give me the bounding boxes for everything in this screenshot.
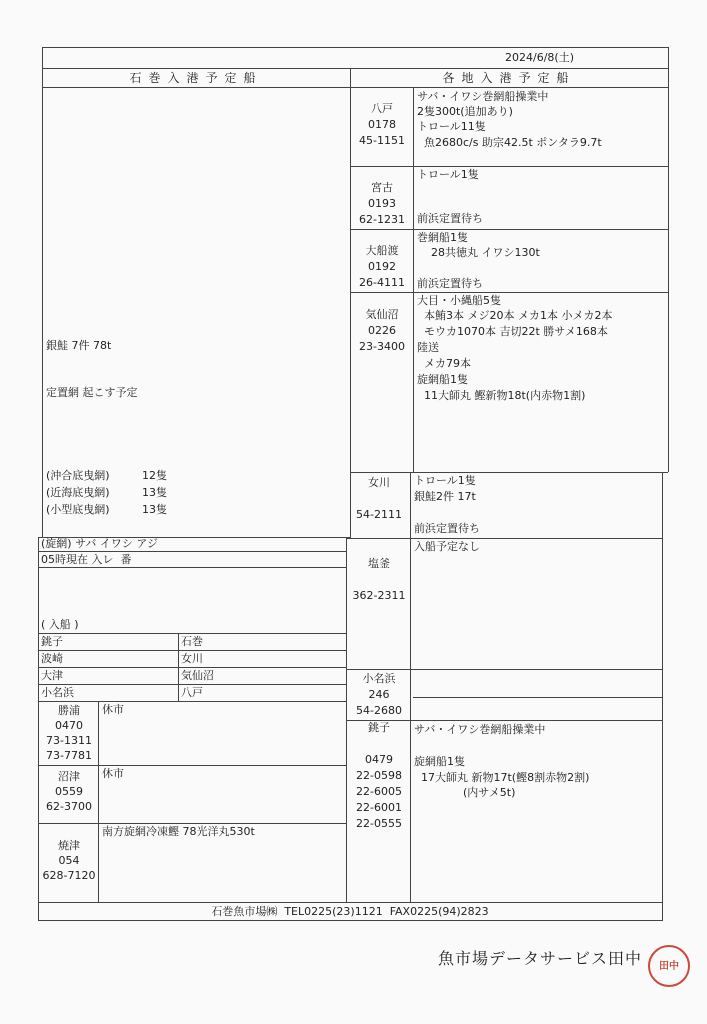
port-line: 11大師丸 鰹新物18t(内赤物1割) xyxy=(417,389,586,402)
port-phone: 54-2680 xyxy=(356,704,402,717)
port-phone: 22-6005 xyxy=(356,785,402,798)
port-line: 前浜定置待ち xyxy=(417,212,483,225)
market-phone: 054 xyxy=(58,854,80,867)
port-onagawa xyxy=(347,475,411,523)
port-phone: 62-1231 xyxy=(359,213,405,226)
port-phone: 0479 xyxy=(365,753,393,766)
port-line: サバ・イワシ巻網船操業中 xyxy=(414,723,546,736)
seal-stamp: 田中 xyxy=(648,945,690,987)
arrival-label: ( 入船 ) xyxy=(41,618,79,631)
market-name: 焼津 xyxy=(58,839,80,852)
port-line: (内サメ5t) xyxy=(414,786,516,799)
port-line: モウカ1070本 吉切22t 勝サメ168本 xyxy=(417,325,608,338)
left-main-line-2: 定置網 起こす予定 xyxy=(46,386,138,399)
port-name: 銚子 xyxy=(368,721,390,734)
port-phone xyxy=(347,491,411,507)
market-phone: 73-1311 xyxy=(46,734,92,747)
port-line: 銀鮭2件 17t xyxy=(414,490,476,503)
market-phone: 628-7120 xyxy=(42,869,96,882)
port-phone: 0193 xyxy=(368,197,396,210)
port-grid-cell: 八戸 xyxy=(181,686,203,699)
right-header: 各地入港予定船 xyxy=(442,71,576,85)
trawler-count-3: 13隻 xyxy=(142,503,167,516)
port-line: 本鮪3本 メジ20本 メカ1本 小メカ2本 xyxy=(417,309,613,322)
port-line: 前浜定置待ち xyxy=(417,277,483,290)
port-line: トロール1隻 xyxy=(414,474,476,487)
port-line: メカ79本 xyxy=(417,357,471,370)
market-note: 休市 xyxy=(102,767,124,780)
port-kesennuma xyxy=(350,307,414,355)
port-line: 魚2680c/s 助宗42.5t ポンタラ9.7t xyxy=(417,136,602,149)
port-grid-cell: 気仙沼 xyxy=(181,669,214,682)
market-note: 南方旋網冷凍鰹 78光洋丸530t xyxy=(102,825,255,838)
trawler-count-1: 12隻 xyxy=(142,469,167,482)
left-header: 石巻入港予定船 xyxy=(129,71,263,85)
port-miyako xyxy=(350,180,414,228)
port-choshi xyxy=(347,720,411,832)
port-phone xyxy=(347,736,411,752)
port-grid-cell: 小名浜 xyxy=(41,686,74,699)
port-line: 陸送 xyxy=(417,341,439,354)
port-phone: 54-2111 xyxy=(356,508,402,521)
port-phone: 22-0598 xyxy=(356,769,402,782)
port-phone: 26-4111 xyxy=(359,276,405,289)
port-phone: 22-6001 xyxy=(356,801,402,814)
port-name: 気仙沼 xyxy=(365,308,399,321)
port-shiogama xyxy=(347,556,411,604)
port-ofunato xyxy=(350,243,414,291)
port-name: 大船渡 xyxy=(365,244,399,257)
market-phone: 73-7781 xyxy=(46,749,92,762)
port-line: トロール11隻 xyxy=(417,120,486,133)
market-numazu xyxy=(38,769,100,814)
market-name: 勝浦 xyxy=(58,704,80,717)
port-line: 旋網船1隻 xyxy=(417,373,468,386)
port-phone: 246 xyxy=(368,688,390,701)
port-phone: 0178 xyxy=(368,118,396,131)
port-grid-cell: 女川 xyxy=(181,652,203,665)
port-line: 大目・小縄船5隻 xyxy=(417,294,501,307)
port-grid-cell: 石巻 xyxy=(181,635,203,648)
port-phone: 0226 xyxy=(368,324,396,337)
port-phone: 23-3400 xyxy=(359,340,405,353)
trawler-name-2: (近海底曳網) xyxy=(46,486,110,499)
port-phone: 362-2311 xyxy=(352,589,406,602)
port-onahama xyxy=(347,671,411,719)
trawler-name-3: (小型底曳網) xyxy=(46,503,110,516)
report-date: 2024/6/8(土) xyxy=(505,51,574,64)
footer-contact: 石巻魚市場㈱ TEL0225(23)1121 FAX0225(94)2823 xyxy=(211,905,489,918)
port-line: 入船予定なし xyxy=(414,540,480,553)
market-name: 沼津 xyxy=(58,770,80,783)
port-name: 塩釜 xyxy=(368,557,390,570)
port-phone: 0192 xyxy=(368,260,396,273)
trawler-count-2: 13隻 xyxy=(142,486,167,499)
market-katsuura xyxy=(38,703,100,763)
left-main-line-1: 銀鮭 7件 78t xyxy=(46,339,112,352)
port-line: 前浜定置待ち xyxy=(414,522,480,535)
port-line: 2隻300t(追加あり) xyxy=(417,105,513,118)
market-note: 休市 xyxy=(102,703,124,716)
entry-status-line: 05時現在 入レ 番 xyxy=(41,553,132,566)
purse-seine-line: (旋網) サバ イワシ アジ xyxy=(41,537,158,550)
port-name: 小名浜 xyxy=(362,672,396,685)
port-grid-cell: 波崎 xyxy=(41,652,63,665)
port-hachinohe xyxy=(350,101,414,149)
market-yaizu xyxy=(38,838,100,883)
market-phone: 0559 xyxy=(55,785,83,798)
port-line: サバ・イワシ巻網船操業中 xyxy=(417,90,549,103)
port-line: 旋網船1隻 xyxy=(414,755,465,768)
port-line: 巻網船1隻 xyxy=(417,231,468,244)
port-name: 宮古 xyxy=(371,181,393,194)
port-phone xyxy=(347,572,411,588)
port-line: 28共徳丸 イワシ130t xyxy=(417,246,540,259)
market-phone: 0470 xyxy=(55,719,83,732)
port-phone: 22-0555 xyxy=(356,817,402,830)
trawler-name-1: (沖合底曳網) xyxy=(46,469,110,482)
signature: 魚市場データサービス田中 xyxy=(438,949,643,968)
port-grid-cell: 銚子 xyxy=(41,635,63,648)
port-line: トロール1隻 xyxy=(417,168,479,181)
port-line: 17大師丸 新物17t(鰹8割赤物2割) xyxy=(414,771,590,784)
port-name: 八戸 xyxy=(371,102,393,115)
port-phone: 45-1151 xyxy=(359,134,405,147)
market-phone: 62-3700 xyxy=(46,800,92,813)
port-grid-cell: 大津 xyxy=(41,669,63,682)
port-name: 女川 xyxy=(368,476,390,489)
